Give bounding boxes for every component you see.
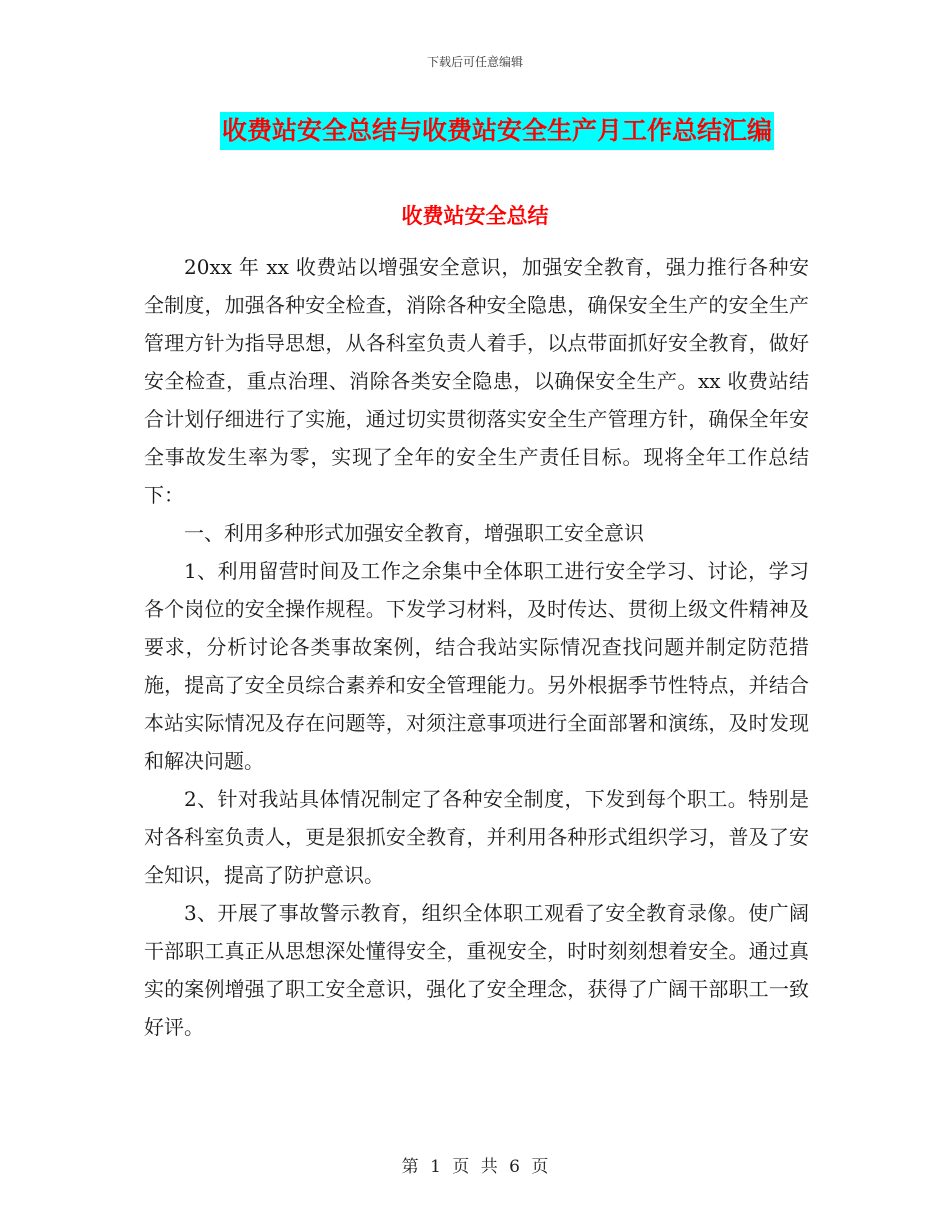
page-footer: 第 1 页 共 6 页: [401, 1157, 549, 1177]
paragraph-item-3: 3、开展了事故警示教育，组织全体职工观看了安全教育录像。使广阔干部职工真正从思想深处懂得安全，重视安全，时时刻刻想着安全。通过真实的案例增强了职工安全意识，强化了安全理念，获得了广阔干部职工一致好评。: [144, 901, 809, 1039]
paragraph-item-1: 1、利用留营时间及工作之余集中全体职工进行安全学习、讨论，学习各个岗位的安全操作规程。下发学习材料，及时传达、贯彻上级文件精神及要求，分析讨论各类事故案例，结合我站实际情况查找问题并制定防范措施，提高了安全员综合素养和安全管理能力。另外根据季节性特点，并结合本站实际情况及存在问题等，对须注意事项进行全面部署和演练，及时发现和解决问题。: [144, 559, 809, 773]
document-title-container: [0, 112, 950, 150]
page-header-note: 下载后可任意编辑: [426, 55, 523, 69]
document-title: 收费站安全总结与收费站安全生产月工作总结汇编: [220, 112, 774, 150]
document-body: [144, 248, 809, 1046]
paragraph-item-2: 2、针对我站具体情况制定了各种安全制度，下发到每个职工。特别是对各科室负责人，更是狠抓安全教育，并利用各种形式组织学习，普及了安全知识，提高了防护意识。: [144, 787, 809, 887]
paragraph-heading-1: 一、利用多种形式加强安全教育，增强职工安全意识: [184, 521, 644, 545]
section-title: 收费站安全总结: [401, 204, 549, 228]
paragraph-intro: 20xx 年 xx 收费站以增强安全意识，加强安全教育，强力推行各种安全制度，加强各种安全检查，消除各种安全隐患，确保安全生产的安全生产管理方针为指导思想，从各科室负责人着手，以点带面抓好安全教育，做好安全检查，重点治理、消除各类安全隐患，以确保安全生产。xx 收费站结合计划仔细进行了实施，通过切实贯彻落实安全生产管理方针，确保全年安全事故发生率为零，实现了全年的安全生产责任目标。现将全年工作总结下：: [144, 255, 809, 507]
